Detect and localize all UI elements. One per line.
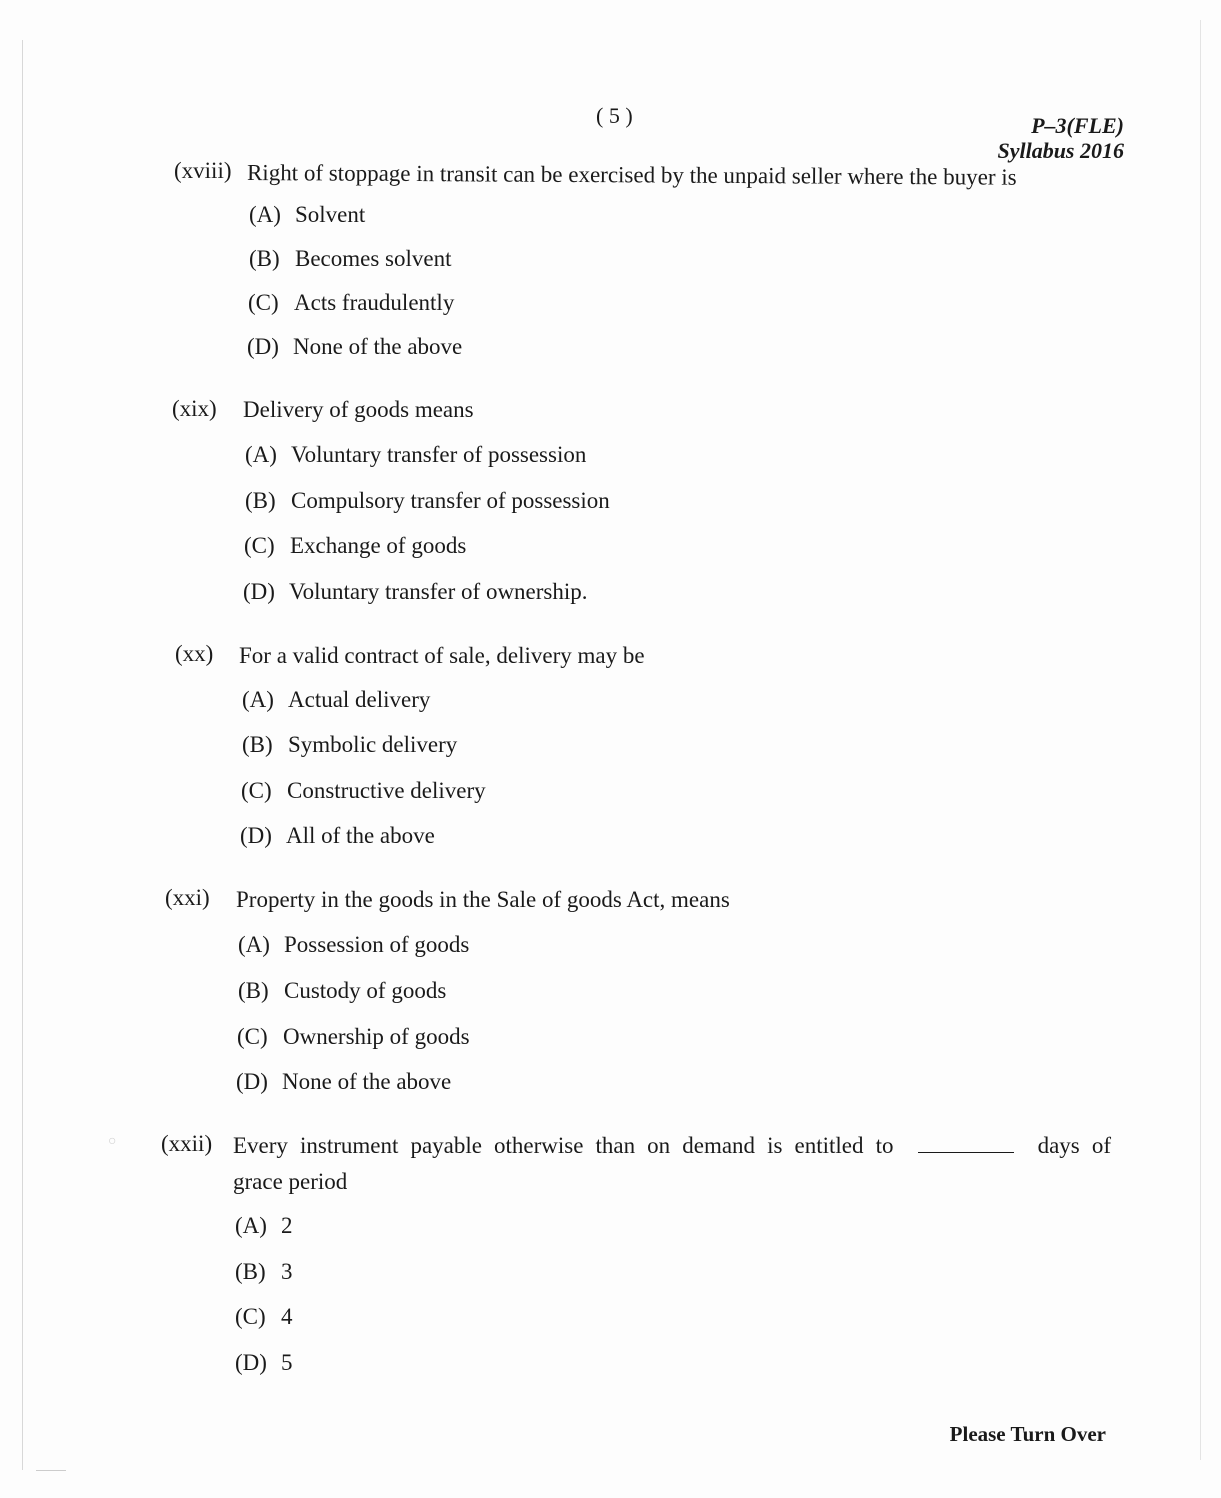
word: payable [410,1133,482,1158]
option-d: (D) Voluntary transfer of ownership. [243,579,588,604]
word: days [1037,1133,1080,1158]
scan-edge-right [1200,20,1201,1460]
option-b: (B) Compulsory transfer of possession [245,488,610,513]
syllabus-label: Syllabus 2016 [997,138,1124,163]
scan-edge-left [22,40,23,1470]
question-number: (xxii) [161,1131,213,1156]
question-number: (xxi) [165,885,210,910]
option-d: (D) None of the above [236,1069,452,1094]
stray-scan-mark: ○ [108,1134,117,1149]
question-number: (xix) [172,396,217,421]
option-b: (B) Custody of goods [238,978,447,1003]
word: of [1091,1133,1111,1158]
please-turn-over: Please Turn Over [949,1422,1106,1446]
question-text-continued: grace period [233,1169,348,1194]
option-d: (D) None of the above [247,334,463,359]
paper-code: P–3(FLE) [1031,113,1124,138]
word: is [767,1133,783,1158]
word: demand [682,1133,756,1158]
option-a: (A) Solvent [249,202,366,227]
option-a: (A) 2 [235,1213,293,1238]
word: Every [233,1133,288,1158]
option-a: (A) Possession of goods [238,932,470,957]
option-b: (B) 3 [235,1259,293,1284]
option-c: (C) Ownership of goods [237,1024,470,1049]
option-b: (B) Symbolic delivery [242,732,458,757]
option-c: (C) Exchange of goods [244,533,467,558]
option-c: (C) Acts fraudulently [248,290,455,315]
option-b: (B) Becomes solvent [249,246,452,271]
option-a: (A) Actual delivery [242,687,431,712]
question-text: Delivery of goods means [243,397,474,422]
question-text: Right of stoppage in transit can be exercised by the unpaid seller where the buyer is [246,160,1017,190]
option-a: (A) Voluntary transfer of possession [245,442,587,467]
question-number: (xviii) [174,158,232,183]
question-text: Property in the goods in the Sale of goods Act, means [236,887,730,912]
page-number: ( 5 ) [596,103,633,128]
scan-smudge [36,1470,66,1471]
word: than [595,1133,636,1158]
word: to [875,1133,894,1158]
option-c: (C) 4 [235,1304,293,1329]
question-number: (xx) [175,641,214,666]
question-text [233,1133,1111,1159]
option-d: (D) All of the above [240,823,435,848]
word: entitled [794,1133,864,1158]
fill-in-blank [918,1151,1014,1153]
option-d: (D) 5 [235,1350,293,1375]
question-text: For a valid contract of sale, delivery may be [239,643,645,668]
paper-header [997,113,1124,163]
option-c: (C) Constructive delivery [241,778,486,803]
word: otherwise [494,1133,584,1158]
word: instrument [299,1133,399,1158]
word: on [647,1133,671,1158]
